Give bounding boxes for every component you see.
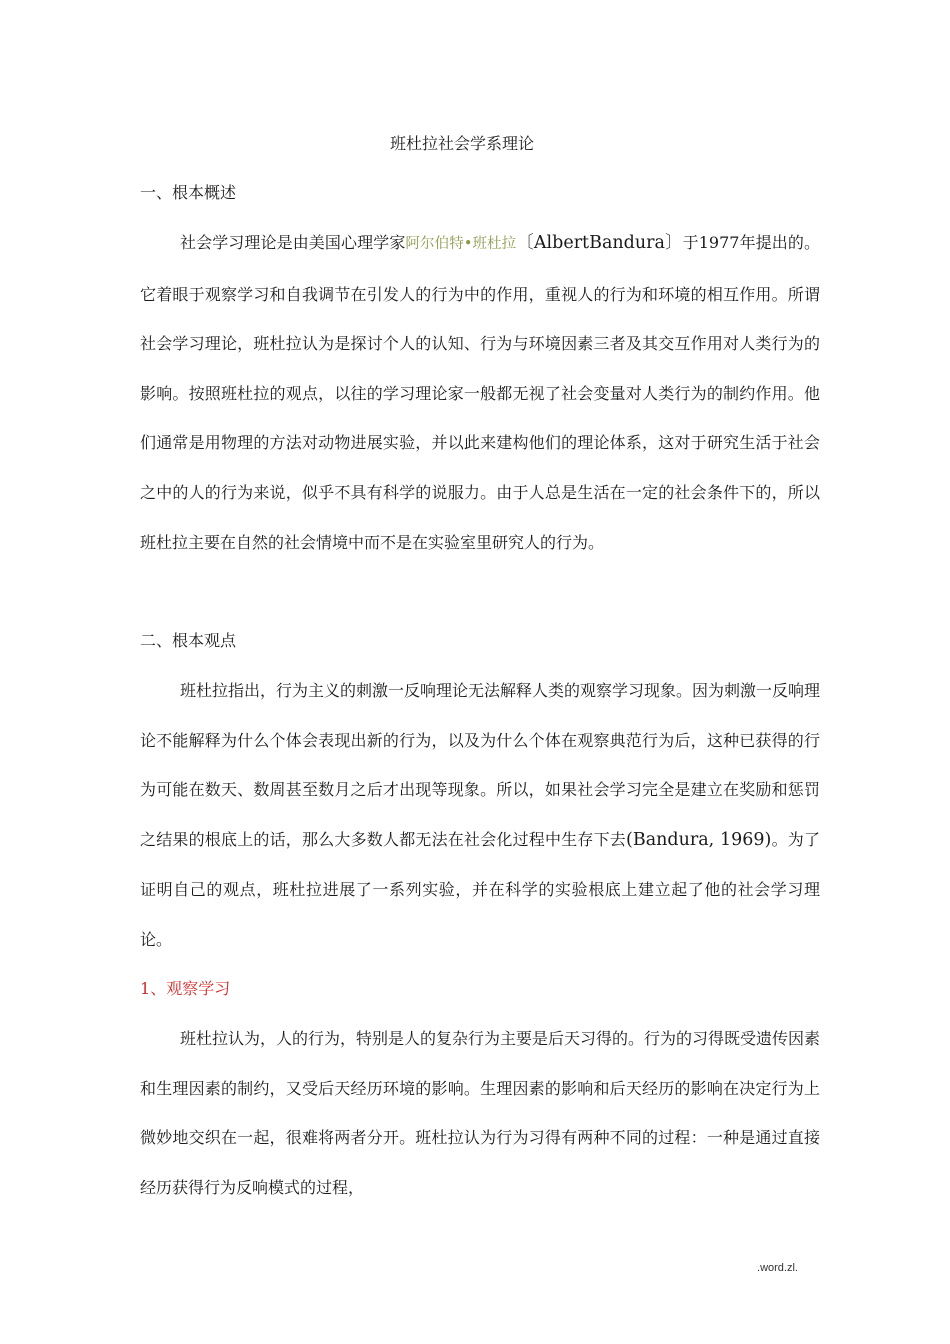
- subheading-text: 、观察学习: [150, 979, 231, 998]
- overview-year-pre: 于: [682, 233, 699, 252]
- bandura-name-en: 〔AlbertBandura〕: [516, 233, 683, 253]
- paragraph-overview: [140, 218, 820, 567]
- section-heading-overview: 一、根本概述: [140, 183, 237, 202]
- overview-intro: 社会学习理论是由美国心理学家: [180, 233, 406, 252]
- overview-rest: 年提出的。它着眼于观察学习和自我调节在引发人的行为中的作用，重视人的行为和环境的相互作用。所谓社会学习理论，班杜拉认为是探讨个人的认知、行为与环境因素三者及其交互作用对人类行为的影响。按照班杜拉的观点，以往的学习理论家一般都无视了社会变量对人类行为的制约作用。他们通常是用物理的方法对动物进展实验，并以此来建构他们的理论体系，这对于研究生活于社会之中的人的行为来说，似乎不具有科学的说服力。由于人总是生活在一定的社会条件下的，所以班杜拉主要在自然的社会情境中而不是在实验室里研究人的行为。: [140, 233, 820, 552]
- section-heading-viewpoints: 二、根本观点: [140, 631, 237, 650]
- page-footer: .word.zl.: [757, 1262, 798, 1274]
- observational-text: 班杜拉认为，人的行为，特别是人的复杂行为主要是后天习得的。行为的习得既受遗传因素和生理因素的制约，又受后天经历环境的影响。生理因素的影响和后天经历的影响在决定行为上微妙地交织在一起，很难将两者分开。班杜拉认为行为习得有两种不同的过程：一种是通过直接经历获得行为反响模式的过程，: [140, 1029, 821, 1197]
- paragraph-observational-learning: [140, 1014, 820, 1212]
- bandura-name-cn: 阿尔伯特•班杜拉: [405, 236, 517, 252]
- viewpoints-text-a: 班杜拉指出，行为主义的刺激一反响理论无法解释人类的观察学习现象。因为刺激一反响理论不能解释为什么个体会表现出新的行为，以及为什么个体在观察典范行为后，这种已获得的行为可能在数天、数周甚至数月之后才出现等现象。所以，如果社会学习完全是建立在奖励和惩罚之结果的根底上的话，那么大多数人都无法在社会化过程中生存下去: [140, 681, 821, 849]
- viewpoints-text-b: 。为了证明自己的观点，班杜拉进展了一系列实验，并在科学的实验根底上建立起了他的社会学习理论。: [140, 829, 820, 949]
- document-title: 班杜拉社会学系理论: [389, 134, 534, 153]
- paragraph-viewpoints: [140, 666, 820, 965]
- subheading-number: 1: [140, 979, 151, 998]
- overview-year: 1977: [698, 233, 740, 252]
- viewpoints-citation: (Bandura, 1969): [626, 829, 772, 850]
- subheading-observational-learning: [140, 977, 230, 1001]
